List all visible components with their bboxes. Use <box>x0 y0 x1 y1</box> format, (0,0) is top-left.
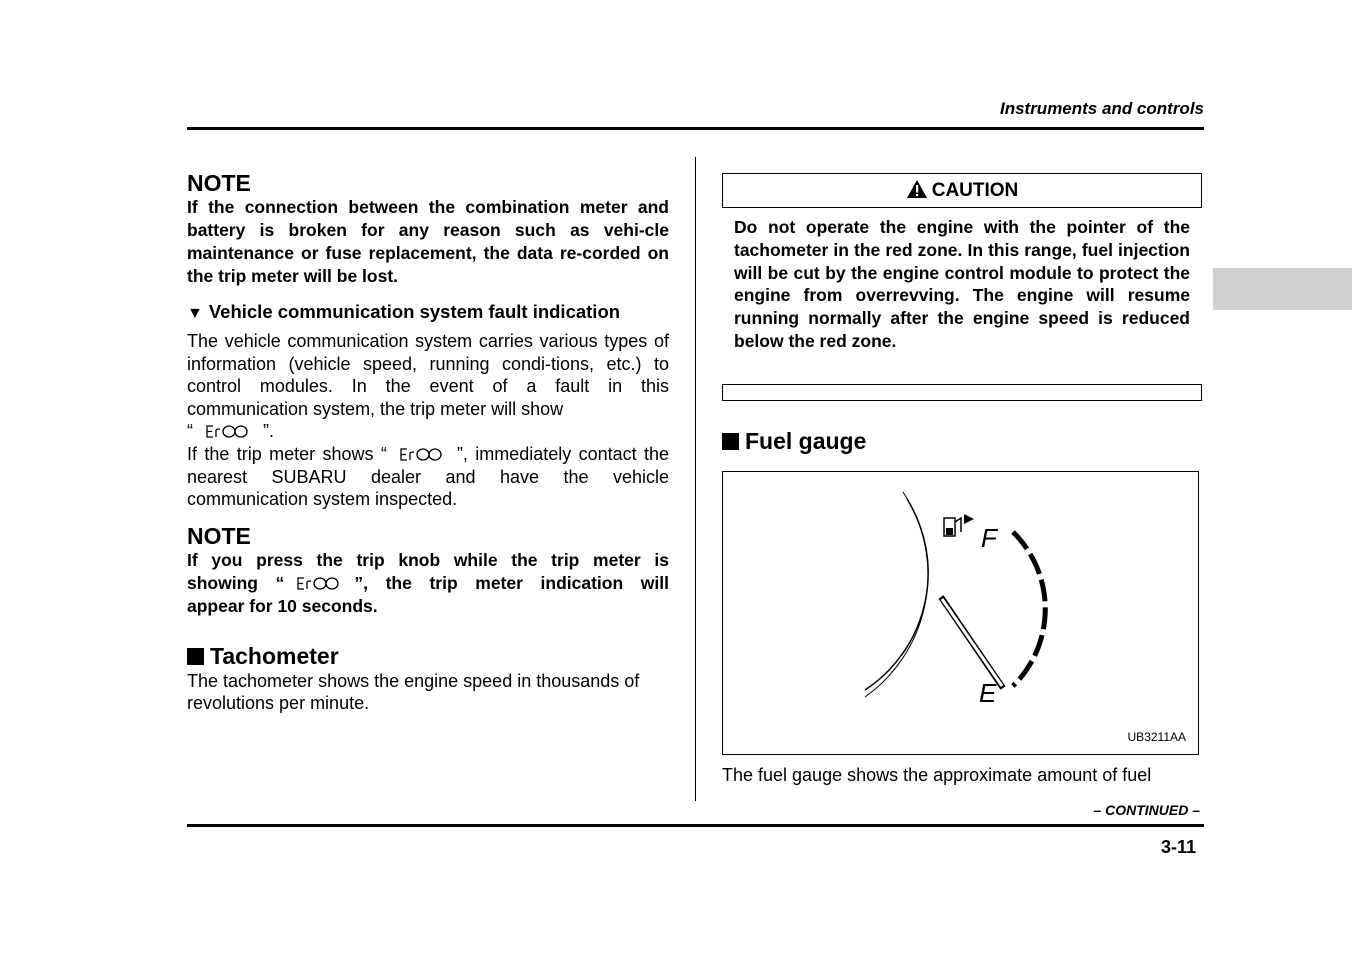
tachometer-heading: Tachometer <box>187 642 669 670</box>
section-title: Instruments and controls <box>999 99 1204 118</box>
caution-footer-box <box>722 384 1202 401</box>
gauge-needle-inner <box>942 599 1002 686</box>
note-text: If the connection between the combination meter and battery is broken for any reason such as vehi-cle maintenance or fuse replacement, the data re-corded on the trip meter will be lost. <box>187 197 669 286</box>
gauge-inner-arc <box>865 492 928 697</box>
glyph-line: “ ”. <box>187 421 274 442</box>
caution-label: CAUTION <box>931 180 1019 201</box>
fuel-gauge-illustration <box>723 472 1198 754</box>
chapter-thumb-tab <box>1213 268 1352 310</box>
page-number: 3-11 <box>1160 837 1196 857</box>
caution-header-box <box>722 173 1202 208</box>
er-oo-display-icon <box>399 446 445 462</box>
gauge-empty-label: E <box>979 678 997 708</box>
fuel-pump-icon <box>944 514 974 536</box>
column-divider <box>695 157 696 801</box>
note-heading: NOTE <box>187 170 251 196</box>
gauge-scale-arc <box>1013 532 1045 686</box>
fuel-gauge-heading: Fuel gauge <box>722 427 866 455</box>
fuel-gauge-figure <box>722 471 1199 755</box>
note-text-trip-knob: If you press the trip knob while the trip meter is showing “ ”, the trip meter indication will appear for 10 seconds. <box>187 549 669 616</box>
square-bullet-icon <box>722 433 739 450</box>
warning-triangle-icon <box>906 179 928 199</box>
gauge-full-label: F <box>981 523 997 553</box>
footer-rule <box>187 824 1204 827</box>
er-oo-display-icon <box>205 423 251 439</box>
subheading <box>187 300 669 326</box>
header-rule <box>187 127 1204 130</box>
tachometer-text: The tachometer shows the engine speed in thousands of revolutions per minute. <box>187 670 640 714</box>
continued-label: – CONTINUED – <box>1093 802 1200 818</box>
caution-text: Do not operate the engine with the pointer of the tachometer in the red zone. In this range, fuel injection will be cut by the engine control module to protect the engine from overrevving. The engine will resume running normally after the engine speed is reduced below the red zone. <box>734 217 1190 351</box>
paragraph-contact: If the trip meter shows “ ”, immediately contact the nearest SUBARU dealer and have the vehicle communication system inspected. <box>187 443 669 510</box>
gauge-outer-arc <box>865 499 928 690</box>
note-heading: NOTE <box>187 522 251 549</box>
paragraph-fault-text: The vehicle communication system carries various types of information (vehicle speed, running condi-tions, etc.) to control modules. In the event of a fault in this communication system, the trip meter will show <box>187 331 669 419</box>
er-oo-display-icon <box>296 575 342 591</box>
triangle-marker-icon: ▼ <box>187 305 203 322</box>
subheading-label: Vehicle communication system fault indication <box>208 301 621 322</box>
left-column <box>187 170 669 715</box>
figure-code: UB3211AA <box>1127 730 1186 744</box>
paragraph-fault <box>187 330 669 511</box>
square-bullet-icon <box>187 648 204 665</box>
fuel-gauge-text: The fuel gauge shows the approximate amount of fuel <box>722 765 1152 785</box>
